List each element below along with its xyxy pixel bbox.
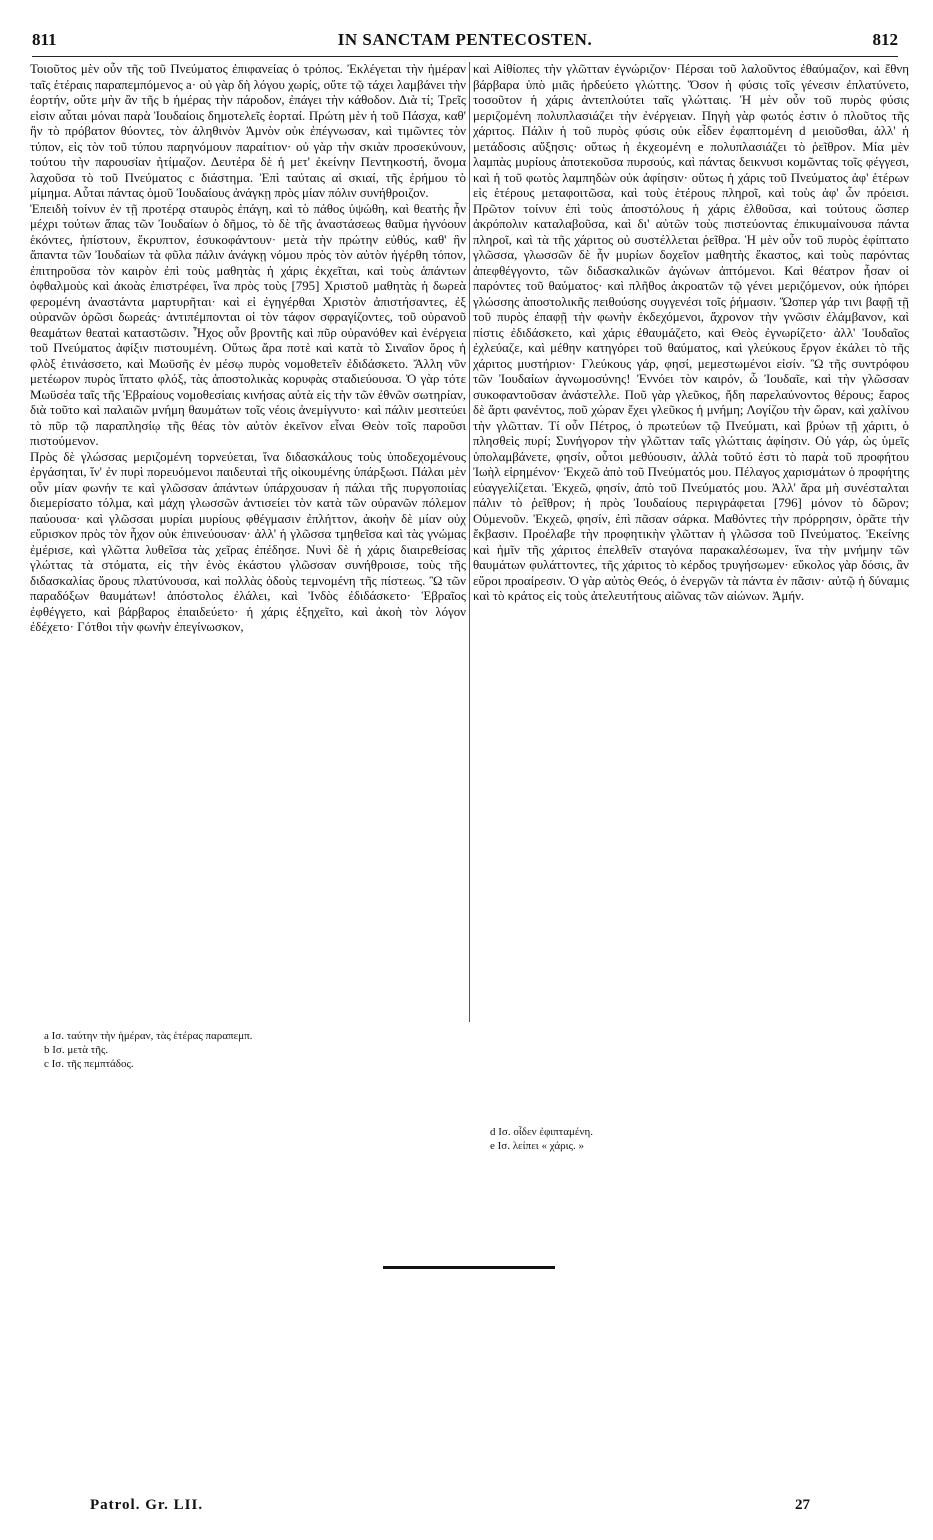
right-paragraph-1: καὶ Αἰθίοπες τὴν γλῶτταν ἐγνώριζον· Πέρσαι τοῦ λαλοῦντος ἐθαύμαζον, καὶ ἔθνη βάρβαρα ὑπὸ μιᾶς ἠρδεύετο γλώττης. Ὅσον ἡ φύσις τοῖς γένεσιν ἐπλατύνετο, τοσοῦτον ἡ χάρις ἀντεπλούτει ταῖς γλώτταις. Ἡ μὲν οὖν τοῦ πυρὸς φύσις μεριζομένη πολυπλασιάζει τὴν ἐνέργειαν. Πηγὴ γὰρ φωτός ἐστιν ὁ πλοῦτος τῆς χάριτος. Πάλιν ἡ τοῦ πυρὸς φύσις οὐκ εἶδεν ἐφαπτομένη d μειοῦσθαι, ἀλλ' ἡ μετάδοσις αὔξησις· οὕτως ἡ ἐκχεομένη e πολυπλασιάζει τὸ ῥεῖθρον. Μία μὲν λαμπὰς μυρίους ἀποτεκοῦσα πυρσούς, καὶ πάντας δεικνυσι κομῶντας τοῖς φέγγεσι, καὶ ἡ τοῦ φωτὸς λαμπηδὼν οὐκ ἀφίησιν· οὕτως ἡ χάρις τοῦ Πνεύματος ἀφ' ἑτέρων εἰς ἑτέρους μεταφοιτῶσα, καὶ τοὺς ἑτέρους πληροῖ, καὶ τοὺς ἀφ' ὧν πρόεισι. Πρῶτον τοίνυν ἐπὶ τοὺς ἀποστόλους ἡ χάρις ἐλθοῦσα, καὶ τούτους ὥσπερ ἀκρόπολιν καταλαβοῦσα, καὶ δι' αὐτῶν τοὺς πιστεύοντας ἐπικυμαίνουσα πάντα πληροῖ, καὶ τὰ τῆς χάριτος οὐ συστέλλεται ῥεῖθρα. Ἡ μὲν οὖν τοῦ πυρὸς ἐφίπτατο γλῶσσα, γλωσσῶν δὲ ἦν μυρίων δοχεῖον μαθητὴς ἕκαστος, καὶ τοὺς παρόντας ἀπεφθέγγοντο, τῶν διδασκαλικῶν ἀγώνων ἀπτόμενοι. Καὶ θέατρον ἦσαν οἱ παρόντες τοῦ θαύματος· καὶ πλῆθος ἀκροατῶν τῷ γένει μεριζόμενον, οὐκ ἠπόρει γλώσσης ἀποστολικῆς πειθούσης συγγενέσι τοῖς ῥήμασιν. Ὥσπερ γάρ τινι βαφῇ τῇ τοῦ πυρὸς ἐπαφῇ τὴν φωνὴν ἐκδεχόμενοι, ἄχρονον τὴν γνῶσιν ἐλάμβανον, καὶ πίστις ἐδιδάσκετο, καὶ χάρις ἐθαυμάζετο, καὶ Θεὸς ἐγνωρίζετο· ἀλλ' Ἰουδαῖος ἐχλεύαζε, καὶ μέθην κατηγόρει τοῦ θαύματος, καὶ γλεύκους ἔργον ἐκάλει τὸ τῆς χάριτος μυστήριον· Γλεύκους γάρ, φησί, μεμεστωμένοι εἰσίν. Ὢ τῆς συντρόφου τῶν Ἰουδαίων ἀγνωμοσύνης! Ἐννόει τὸν καιρόν, ὦ Ἰουδαῖε, καὶ τὴν γλῶσσαν συκοφαντοῦσαν ἀνάστελλε. Ποῦ γὰρ γλεῦκος, ἤδη παρελαύνοντος θέρους; ἔαρος δὲ ἄρτι φανέντος, ποῦ χώραν ἔχει γλεῦκος ἡ μνήμη; Λογίζου τὴν ὥραν, καὶ χαλίνου τὴν γλῶτταν. Τί οὖν Πέτρος, ὁ πρωτεύων τῷ Πνεύματι, καὶ βρύων τῇ χάριτι, ὁ πλησθεὶς πυρί; Συνήγορον τὴν γλῶτταν ταῖς γλώτταις ἀφίησιν. Οὐ γάρ, ὡς ὑμεῖς ὑπολαμβάνετε, φησίν, οὗτοι μεθύουσιν, ἀλλὰ τοῦτό ἐστι τὸ παρὰ τοῦ προφήτου Ἰωὴλ εἰρημένον· Ἐκχεῶ ἀπὸ τοῦ Πνεύματός μου. Πέλαγος χαρισμάτων ὁ προφήτης εὐαγγελίζεται. Ἐκχεῶ, φησίν, ἀπὸ τοῦ Πνεύματός μου. Ἀλλ' ἄρα μὴ συνέσταλται πάλιν τὸ ῥεῖθρον; ἡ πρὸς Ἰουδαίους περιγράφεται [796] μόνον τὸ δῶρον; Οὐμενοῦν. Ἐκχεῶ, φησίν, ἐπὶ πᾶσαν σάρκα. Μαθόντες τὴν πρόρρησιν, ὁρᾶτε τὴν ἔκβασιν. Προέλαβε τὴν προφητικὴν γλῶτταν ἡ γλῶσσα τοῦ Πνεύματος. Ἐκείνης καὶ ἡμῖν τῆς χάριτος ἐπελθεῖν σταγόνα παρακαλέσωμεν, ἵνα τὴν μνήμην τῶν θαυμάτων φυλάττοντες, τῆς χάριτος τὸ κέρδος τρυγήσωμεν· εὔκολος γὰρ δόσις, ἂν εὕροι προαίρεσιν. Ὁ γὰρ αὐτὸς Θεός, ὁ ἐνεργῶν τὰ πάντα ἐν πᾶσιν· αὐτῷ ἡ δύναμις καὶ τὸ κράτος εἰς τοὺς ἀτελευτήτους αἰῶνας τῶν αἰώνων. Ἀμήν. [473, 62, 909, 603]
right-column [473, 62, 909, 812]
footnotes-left [44, 1029, 464, 1071]
left-paragraph-2: Ἐπειδὴ τοίνυν ἐν τῇ προτέρᾳ σταυρὸς ἐπάγη, καὶ τὸ πάθος ὑψώθη, καὶ θεατὴς ἦν μέχρι τούτων ἅπας τῶν Ἰουδαίων ὁ δῆμος, τὸ δὲ τῆς ἀναστάσεως θαῦμα ἠγνόουν ἑκόντες, ἠπίστουν, ἔκρυπτον, ἐσυκοφάντουν· μετὰ τὴν πρώτην εὐθύς, καθ' ἣν ἅπαντα τῶν Ἰουδαίων τὰ φῦλα πάλιν ἀνάγκῃ νόμου πρὸς τὸν αὐτὸν ἠγέρθη τόπον, ἐπιτηροῦσα τὸν καιρὸν ἐπὶ τοὺς μαθητὰς ἡ χάρις ἐκχεῖται, καὶ τοὺς ἁπάντων ὀφθαλμοὺς καὶ ἀκοὰς ἐπιστρέφει, ἵνα πρὸς τοὺς [795] Χριστοῦ μαθητὰς ἡ δωρεὰ φερομένη ἀναστάντα μαρτυρῆται· καὶ εἰ ἐγηγέρθαι Χριστὸν ἀπιστήσαντες, ἐξ οὐρανῶν ὁρῶσι δωρεάς· ἀντιπέμπονται οἱ τὸν τάφον σφραγίζοντες, τοῦ οὐρανοῦ θεαμάτων θεαταὶ καταστῶσιν. Ἦχος οὖν βροντῆς καὶ πῦρ οὐρανόθεν καὶ ἐνέργεια τοῦ Πνεύματος ἀφίξιν πιστουμένη. Οὕτως ἄρα ποτὲ καὶ κατὰ τὸ Σιναῖον ὄρος ἡ φλὸξ ἐτινάσσετο, καὶ Μωϋσῆς ἐν μέσῳ πυρὸς νομοθετεῖν ἐδιδάσκετο. Ἄλλη νῦν μετέωρον πυρὸς ἵπτατο φλόξ, τὰς ἀποστολικὰς κορυφὰς σταδιεύουσα. Ὁ γὰρ τότε Μωϋσέα ταῖς τῆς Ἑβραίους νομοθεσίαις κινήσας αὐτὰ εἰς τὴν τῶν ἐθνῶν σωτηρίαν, διὰ τοῦτο καὶ παλαιῶν μνήμη θαυμάτων τοῖς νέοις ἀνεμίγνυτο· καὶ πάλιν μεσιτεύει τὸ πῦρ τῷ παραπλησίῳ τῆς θέας τὸν αὐτὸν ἐκεῖνον εἶναι Θεὸν τοῖς παροῦσι πιστούμενον. [30, 201, 466, 448]
footer-series: Patrol. Gr. LII. [90, 1497, 204, 1513]
page-number-left: 811 [32, 30, 57, 49]
page-footer [90, 1497, 810, 1521]
column-divider [469, 62, 470, 1022]
left-paragraph-1: Τοιοῦτος μὲν οὖν τῆς τοῦ Πνεύματος ἐπιφανείας ὁ τρόπος. Ἐκλέγεται τὴν ἡμέραν ταῖς ἑτέραις παραπεμπόμενος a· οὐ γὰρ δὴ λόγου χωρίς, οὔτε τῷ τάχει λαμβάνει τὴν ἑορτήν, οὔτε μὴν ἂν τῆς b ἡμέρας τὴν πάροδον, ἐπάγει τὴν κάθοδον. Διὰ τί; Τρεῖς εἰσιν αὗται μόναι παρὰ Ἰουδαίοις δημοτελεῖς ἑορταί. Πρώτη μὲν ἡ τοῦ Πάσχα, καθ' ἣν τὸ πρόβατον θύοντες, τὸν ἀληθινὸν Ἀμνὸν οὐκ ἐπέγνωσαν, καὶ τιμῶντες τὸν τύπον, εἰς τὸν τοῦ τύπου παρηνόμουν παραίτιον· οὐ γὰρ τὴν σκιὰν προσεκύνουν, τούτου τὴν παρουσίαν ἠτίμαζον. Δευτέρα δὲ ἡ μετ' ἐκείνην Πεντηκοστή, ὄνομα λαχοῦσα τὸ τοῦ Πνεύματος c διάστημα. Ἐπὶ ταύταις αἱ σκιαί, τῆς ἐρήμου τὸ μίμημα. Αὗται πάντας ὁμοῦ Ἰουδαίους ἀνάγκῃ πρὸς μίαν πόλιν συνήθροιζον. [30, 62, 466, 200]
page-header [32, 30, 898, 54]
footnote-a: a Ισ. ταύτην τὴν ἡμέραν, τὰς ἑτέρας παραπεμπ. [44, 1030, 253, 1042]
footnote-d: d Ισ. οἶδεν ἐφιπταμένη. [490, 1126, 593, 1138]
section-divider [383, 1266, 555, 1269]
footnote-c: c Ισ. τῆς πεμπτάδος. [44, 1058, 134, 1070]
footnote-e: e Ισ. λείπει « χάρις. » [490, 1140, 584, 1152]
left-paragraph-3: Πρὸς δὲ γλώσσας μεριζομένη τορνεύεται, ἵνα διδασκάλους τοὺς ὑποδεχομένους ἐργάσηται, ἵν' ἐν πυρὶ πορευόμενοι παιδευταὶ τῆς οἰκουμένης ὑπάρξωσι. Πάλαι μὲν οὖν μίαν φωνήν τε καὶ γλῶσσαν ἁπάντων ὑπάρχουσαν ἡ πάλαι τῆς πυργοποιίας διεμερίσατο τόλμα, καὶ μάχη γλωσσῶν ἀντισείει τὸν κατὰ τῶν οὐρανῶν πόλεμον παύουσα· καὶ γλῶσσαι μυρίαι μυρίους φθέγμασιν ἐπλήττον, ἀκοὴν δὲ μίαν οὐχ εὕρισκον πρὸς τὸν ἦχον οὐκ ἐπινεύουσαν· ἀλλ' ἡ γλῶσσα τμηθεῖσα καὶ τὰς γνώμας ἐμέρισε, καὶ γλῶττα λυθεῖσα τὰς χεῖρας ἐπέδησε. Νυνὶ δὲ ἡ χάρις διαιρεθείσας γλώττας τὰ στόματα, εἰς τὴν ἑνὸς ἑκάστου γλῶσσαν συνήθροισε, τοὺς τῆς διδασκαλίας ὅρους πλατύνουσα, καὶ πολλὰς ὁδοὺς τεμνομένη τῆς πίστεως. Ὢ τῶν παραδόξων θαυμάτων! ἀπόστολος ἐλάλει, καὶ Ἰνδὸς ἐδιδάσκετο· Ἑβραῖος ἐφθέγγετο, καὶ βάρβαρος ἐπαιδεύετο· ἡ χάρις ἐξηχεῖτο, καὶ ἀκοὴ τὸν λόγον ἐδέχετο· Γότθοι τὴν φωνὴν ἐπεγίνωσκον, [30, 449, 466, 634]
footnotes-right [490, 1125, 890, 1153]
left-column [30, 62, 466, 1022]
footer-signature: 27 [795, 1497, 810, 1513]
running-title: IN SANCTAM PENTECOSTEN. [337, 30, 593, 49]
header-rule [32, 56, 898, 57]
page-number-right: 812 [872, 30, 898, 49]
footnote-b: b Ισ. μετὰ τῆς. [44, 1044, 109, 1056]
